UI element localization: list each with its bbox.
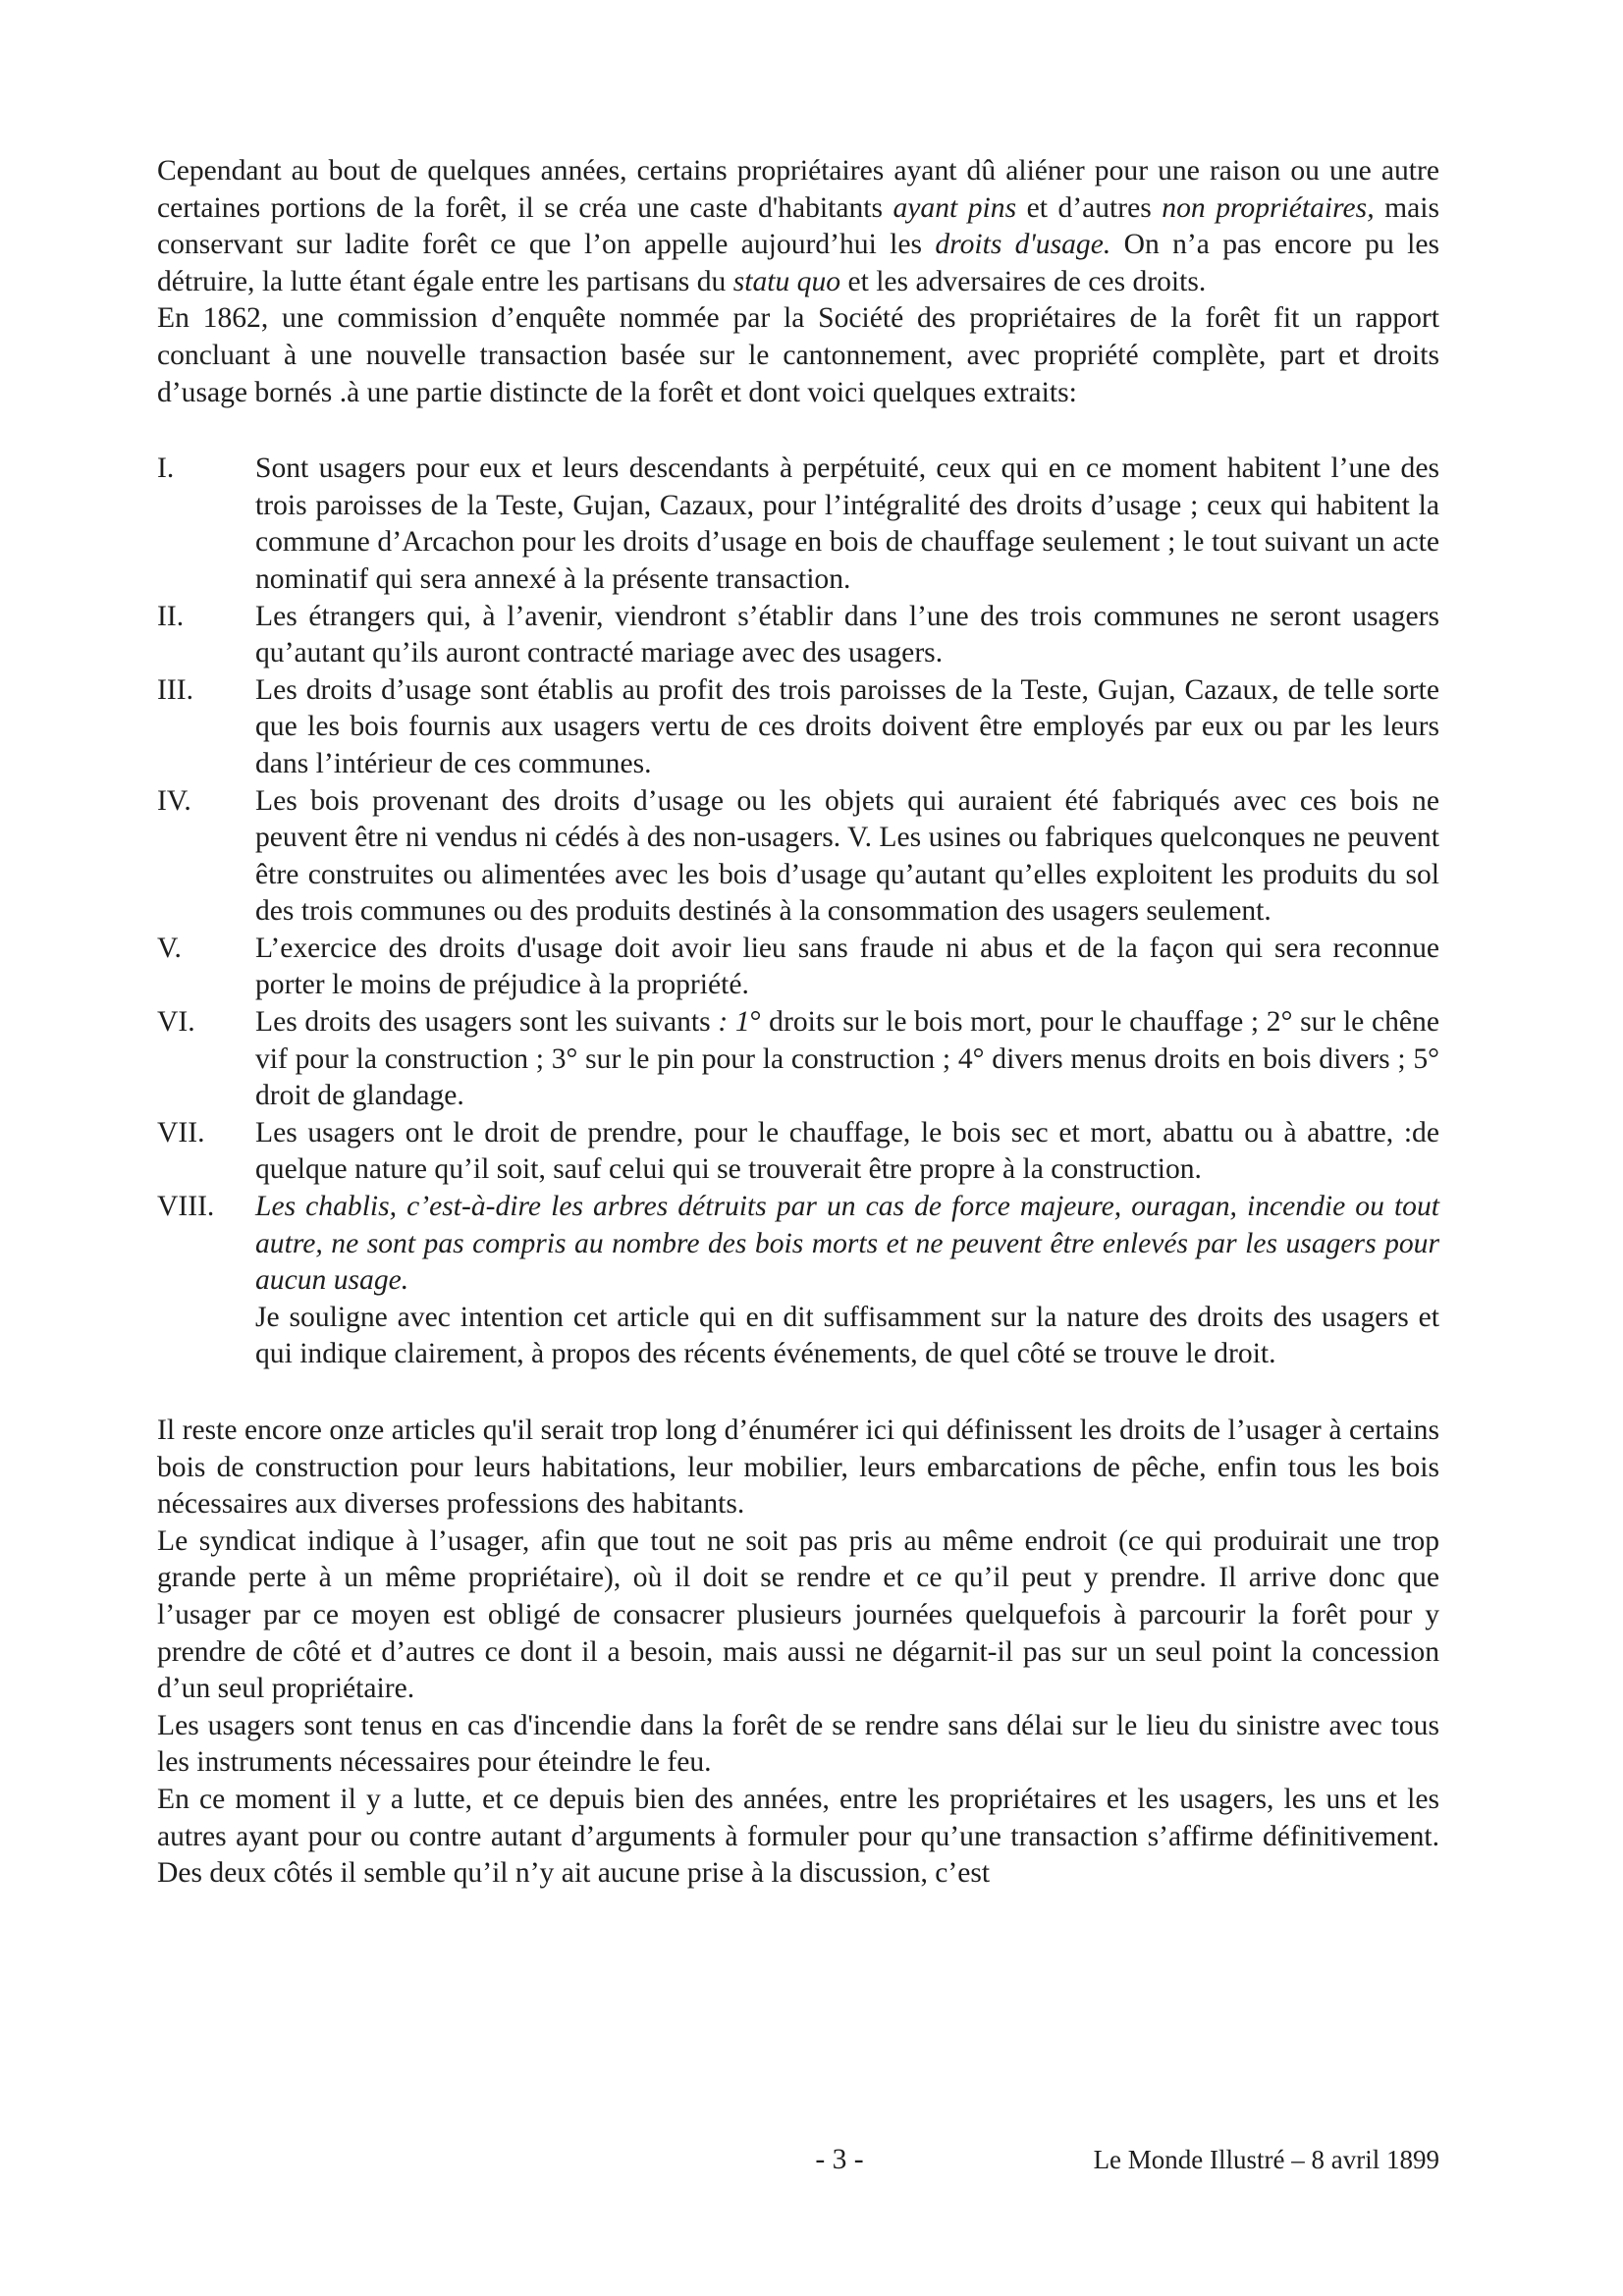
text-run: et d’autres	[1016, 191, 1163, 224]
article-item	[157, 783, 1439, 931]
page-number: - 3 -	[815, 2144, 864, 2175]
article-text: L’exercice des droits d'usage doit avoir lieu sans fraude ni abus et de la façon qui sera reconnue porter le moins de préjudice à la propriété.	[255, 932, 1439, 1001]
text-run: ° droits sur le bois mort, pour le chauffage ; 2° sur le chêne vif pour la construction ; 3° sur le pin pour la construction ; 4° divers menus droits en bois divers ; 5° droit de glandage.	[255, 1006, 1439, 1112]
document-body	[157, 153, 1439, 1893]
article-text: Les bois provenant des droits d’usage ou les objets qui auraient été fabriqués avec ces bois ne peuvent être ni vendus ni cédés à des non-usagers. V. Les usines ou fabriques quelconques ne peuvent être construites ou alimentées avec les bois d’usage qu’autant qu’elles exploitent les produits du sol des trois communes ou des produits destinés à la consommation des usagers seulement.	[255, 784, 1439, 928]
closing-paragraph-4: En ce moment il y a lutte, et ce depuis bien des années, entre les propriétaires et les usagers, les uns et les autres ayant pour ou contre autant d’arguments à formuler pour qu’une transaction s’affirme définitivement. Des deux côtés il semble qu’il n’y ait aucune prise à la discussion, c’est	[157, 1783, 1439, 1890]
article-number: VI.	[157, 1006, 195, 1039]
text-run: Les droits des usagers sont les suivants	[255, 1006, 719, 1039]
text-run: et les adversaires de ces droits.	[840, 265, 1207, 297]
text-run: mais conservant sur ladite forêt ce que l’on appelle aujourd’hui les	[157, 191, 1439, 261]
italic-run: ayant pins	[893, 191, 1017, 224]
italic-run: non propriétaires,	[1162, 191, 1375, 224]
article-item	[157, 931, 1439, 1004]
closing-paragraph-3: Les usagers sont tenus en cas d'incendie dans la forêt de se rendre sans délai sur le lieu du sinistre avec tous les instruments nécessaires pour éteindre le feu.	[157, 1709, 1439, 1779]
article-text	[255, 1189, 1439, 1373]
page-footer	[157, 2140, 1439, 2179]
article-number: IV.	[157, 784, 191, 817]
closing-paragraph-2: Le syndicat indique à l’usager, afin que tout ne soit pas pris au même endroit (ce qui produirait une trop grande perte à un même propriétaire), où il doit se rendre et ce qu’il peut y prendre. Il arrive donc que l’usager par ce moyen est obligé de consacrer plusieurs journées quelquefois à parcourir la forêt pour y prendre de côté et d’autres ce dont il a besoin, mais aussi ne dégarnit-il pas sur un seul point la concession d’un seul propriétaire.	[157, 1524, 1439, 1705]
article-italic-text: Les chablis, c’est-à-dire les arbres détruits par un cas de force majeure, ouragan, incendie ou tout autre, ne sont pas compris au nombre des bois morts et ne peuvent être enlevés par les usagers pour aucun usage.	[255, 1191, 1439, 1297]
italic-run: droits d'usage.	[935, 229, 1111, 261]
article-text: Les étrangers qui, à l’avenir, viendront s’établir dans l’une des trois communes ne seront usagers qu’autant qu’ils auront contracté mariage avec des usagers.	[255, 600, 1439, 669]
spacer	[157, 411, 1439, 451]
article-number: VIII.	[157, 1191, 215, 1223]
article-item	[157, 672, 1439, 783]
italic-run: statu quo	[732, 265, 841, 297]
article-number: VII.	[157, 1116, 205, 1148]
text-run: Cependant au bout de quelques années, certains propriétaires ayant dû aliéner pour une raison ou une autre certaines portions de la forêt, il se créa une caste d'habitants	[157, 155, 1439, 224]
article-item	[157, 1189, 1439, 1373]
article-item	[157, 1115, 1439, 1189]
spacer	[157, 1373, 1439, 1413]
intro-paragraph-2: En 1862, une commission d’enquête nommée par la Société des propriétaires de la forêt fit un rapport concluant à une nouvelle transaction basée sur le cantonnement, avec propriété complète, part et droits d’usage bornés .à une partie distincte de la forêt et dont voici quelques extraits:	[157, 302, 1439, 408]
text-run: On n’a pas encore pu les détruire, la lutte étant égale entre les partisans du	[157, 229, 1439, 297]
article-number: II.	[157, 600, 185, 632]
article-item	[157, 599, 1439, 672]
intro-paragraph-1	[157, 153, 1439, 300]
closing-paragraph-1: Il reste encore onze articles qu'il serait trop long d’énumérer ici qui définissent les droits de l’usager à certains bois de construction pour leurs habitations, leur mobilier, leurs embarcations de pêche, enfin tous les bois nécessaires aux diverses professions des habitants.	[157, 1415, 1439, 1521]
article-number: I.	[157, 453, 175, 485]
article-number: V.	[157, 932, 182, 964]
article-item	[157, 451, 1439, 598]
article-list	[157, 451, 1439, 1373]
article-text: Les droits d’usage sont établis au profit des trois paroisses de la Teste, Gujan, Cazaux, de telle sorte que les bois fournis aux usagers vertu de ces droits doivent être employés par eux ou par les leurs dans l’intérieur de ces communes.	[255, 673, 1439, 779]
article-item	[157, 1004, 1439, 1115]
article-number: III.	[157, 673, 193, 706]
article-text: Sont usagers pour eux et leurs descendants à perpétuité, ceux qui en ce moment habitent l’une des trois paroisses de la Teste, Gujan, Cazaux, pour l’intégralité des droits d’usage ; ceux qui habitent la commune d’Arcachon pour les droits d’usage en bois de chauffage seulement ; le tout suivant un acte nominatif qui sera annexé à la présente transaction.	[255, 453, 1439, 595]
publication-source: Le Monde Illustré – 8 avril 1899	[1093, 2145, 1439, 2174]
italic-run: : 1	[718, 1006, 750, 1039]
author-note: Je souligne avec intention cet article qui en dit suffisamment sur la nature des droits des usagers et qui indique clairement, à propos des récents événements, de quel côté se trouve le droit.	[255, 1301, 1439, 1370]
article-text	[255, 1004, 1439, 1115]
article-text: Les usagers ont le droit de prendre, pour le chauffage, le bois sec et mort, abattu ou à abattre, :de quelque nature qu’il soit, sauf celui qui se trouverait être propre à la construction.	[255, 1116, 1439, 1186]
